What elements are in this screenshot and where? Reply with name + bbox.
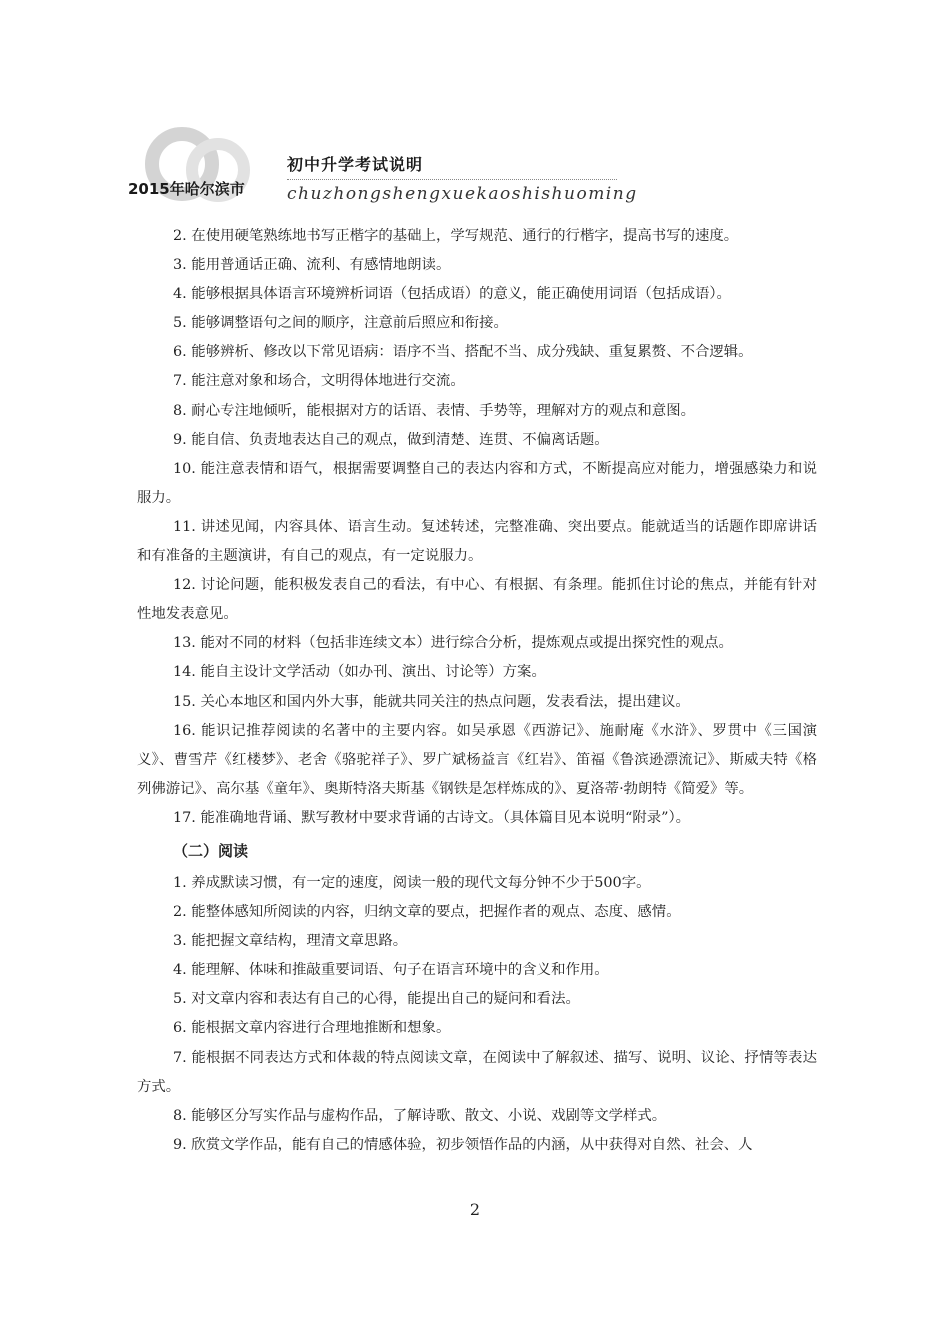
page-body <box>137 222 817 1160</box>
list-item: 4. 能够根据具体语言环境辨析词语（包括成语）的意义，能正确使用词语（包括成语）。 <box>173 286 731 303</box>
list-item: 2. 能整体感知所阅读的内容，归纳文章的要点，把握作者的观点、态度、感情。 <box>173 904 681 921</box>
list-item: 8. 耐心专注地倾听，能根据对方的话语、表情、手势等，理解对方的观点和意图。 <box>173 402 695 419</box>
list-item: 5. 对文章内容和表达有自己的心得，能提出自己的疑问和看法。 <box>173 991 580 1008</box>
list-item: 7. 能注意对象和场合，文明得体地进行交流。 <box>173 373 465 390</box>
list-item: 3. 能把握文章结构，理清文章思路。 <box>173 933 408 950</box>
ring-logo-icon <box>140 118 270 218</box>
list-item: 16. 能识记推荐阅读的名著中的主要内容。如吴承恩《西游记》、施耐庵《水浒》、罗贯中《三国演义》、曹雪芹《红楼梦》、老舍《骆驼祥子》、罗广斌杨益言《红岩》、笛福《鲁滨逊漂流记》、斯威夫特《格列佛游记》、高尔基《童年》、奥斯特洛夫斯基《钢铁是怎样炼成的》、夏洛蒂·勃朗特《简爱》等。 <box>137 722 817 797</box>
list-item: 6. 能够辨析、修改以下常见语病：语序不当、搭配不当、成分残缺、重复累赘、不合逻辑。 <box>173 344 753 361</box>
page-header <box>0 0 950 230</box>
list-item: 13. 能对不同的材料（包括非连续文本）进行综合分析，提炼观点或提出探究性的观点。 <box>173 635 733 652</box>
list-item: 12. 讨论问题，能积极发表自己的看法，有中心、有根据、有条理。能抓住讨论的焦点，并能有针对性地发表意见。 <box>137 577 817 623</box>
list-item: 2. 在使用硬笔熟练地书写正楷字的基础上，学写规范、通行的行楷字，提高书写的速度。 <box>173 228 739 244</box>
list-item: 14. 能自主设计文学活动（如办刊、演出、讨论等）方案。 <box>173 664 546 681</box>
list-item: 9. 能自信、负责地表达自己的观点，做到清楚、连贯、不偏离话题。 <box>173 431 609 448</box>
book-title: 初中升学考试说明 <box>287 155 424 174</box>
list-item: 8. 能够区分写实作品与虚构作品，了解诗歌、散文、小说、戏剧等文学样式。 <box>173 1107 667 1124</box>
page-number: 2 <box>469 1200 481 1219</box>
header-divider <box>287 179 617 180</box>
section-heading-reading: （二）阅读 <box>173 841 249 860</box>
list-item: 5. 能够调整语句之间的顺序，注意前后照应和衔接。 <box>173 315 508 332</box>
list-item: 3. 能用普通话正确、流利、有感情地朗读。 <box>173 257 451 274</box>
list-item: 4. 能理解、体味和推敲重要词语、句子在语言环境中的含义和作用。 <box>173 962 609 979</box>
list-item: 9. 欣赏文学作品，能有自己的情感体验，初步领悟作品的内涵，从中获得对自然、社会、人 <box>173 1136 753 1153</box>
list-item: 6. 能根据文章内容进行合理地推断和想象。 <box>173 1020 451 1037</box>
list-item: 1. 养成默读习惯，有一定的速度，阅读一般的现代文每分钟不少于500字。 <box>173 874 651 891</box>
list-item: 10. 能注意表情和语气，根据需要调整自己的表达内容和方式，不断提高应对能力，增强感染力和说服力。 <box>137 460 817 506</box>
list-item: 7. 能根据不同表达方式和体裁的特点阅读文章，在阅读中了解叙述、描写、说明、议论、抒情等表达方式。 <box>137 1049 817 1095</box>
list-item: 11. 讲述见闻，内容具体、语言生动。复述转述，完整准确、突出要点。能就适当的话题作即席讲话和有准备的主题演讲，有自己的观点，有一定说服力。 <box>137 518 817 565</box>
list-item: 15. 关心本地区和国内外大事，能就共同关注的热点问题，发表看法，提出建议。 <box>173 693 690 710</box>
list-item: 17. 能准确地背诵、默写教材中要求背诵的古诗文。（具体篇目见本说明“附录”）。 <box>173 809 691 826</box>
book-title-pinyin: chuzhongshengxuekaoshishuoming <box>287 184 638 204</box>
year-city-label: 2015年哈尔滨市 <box>128 180 245 198</box>
